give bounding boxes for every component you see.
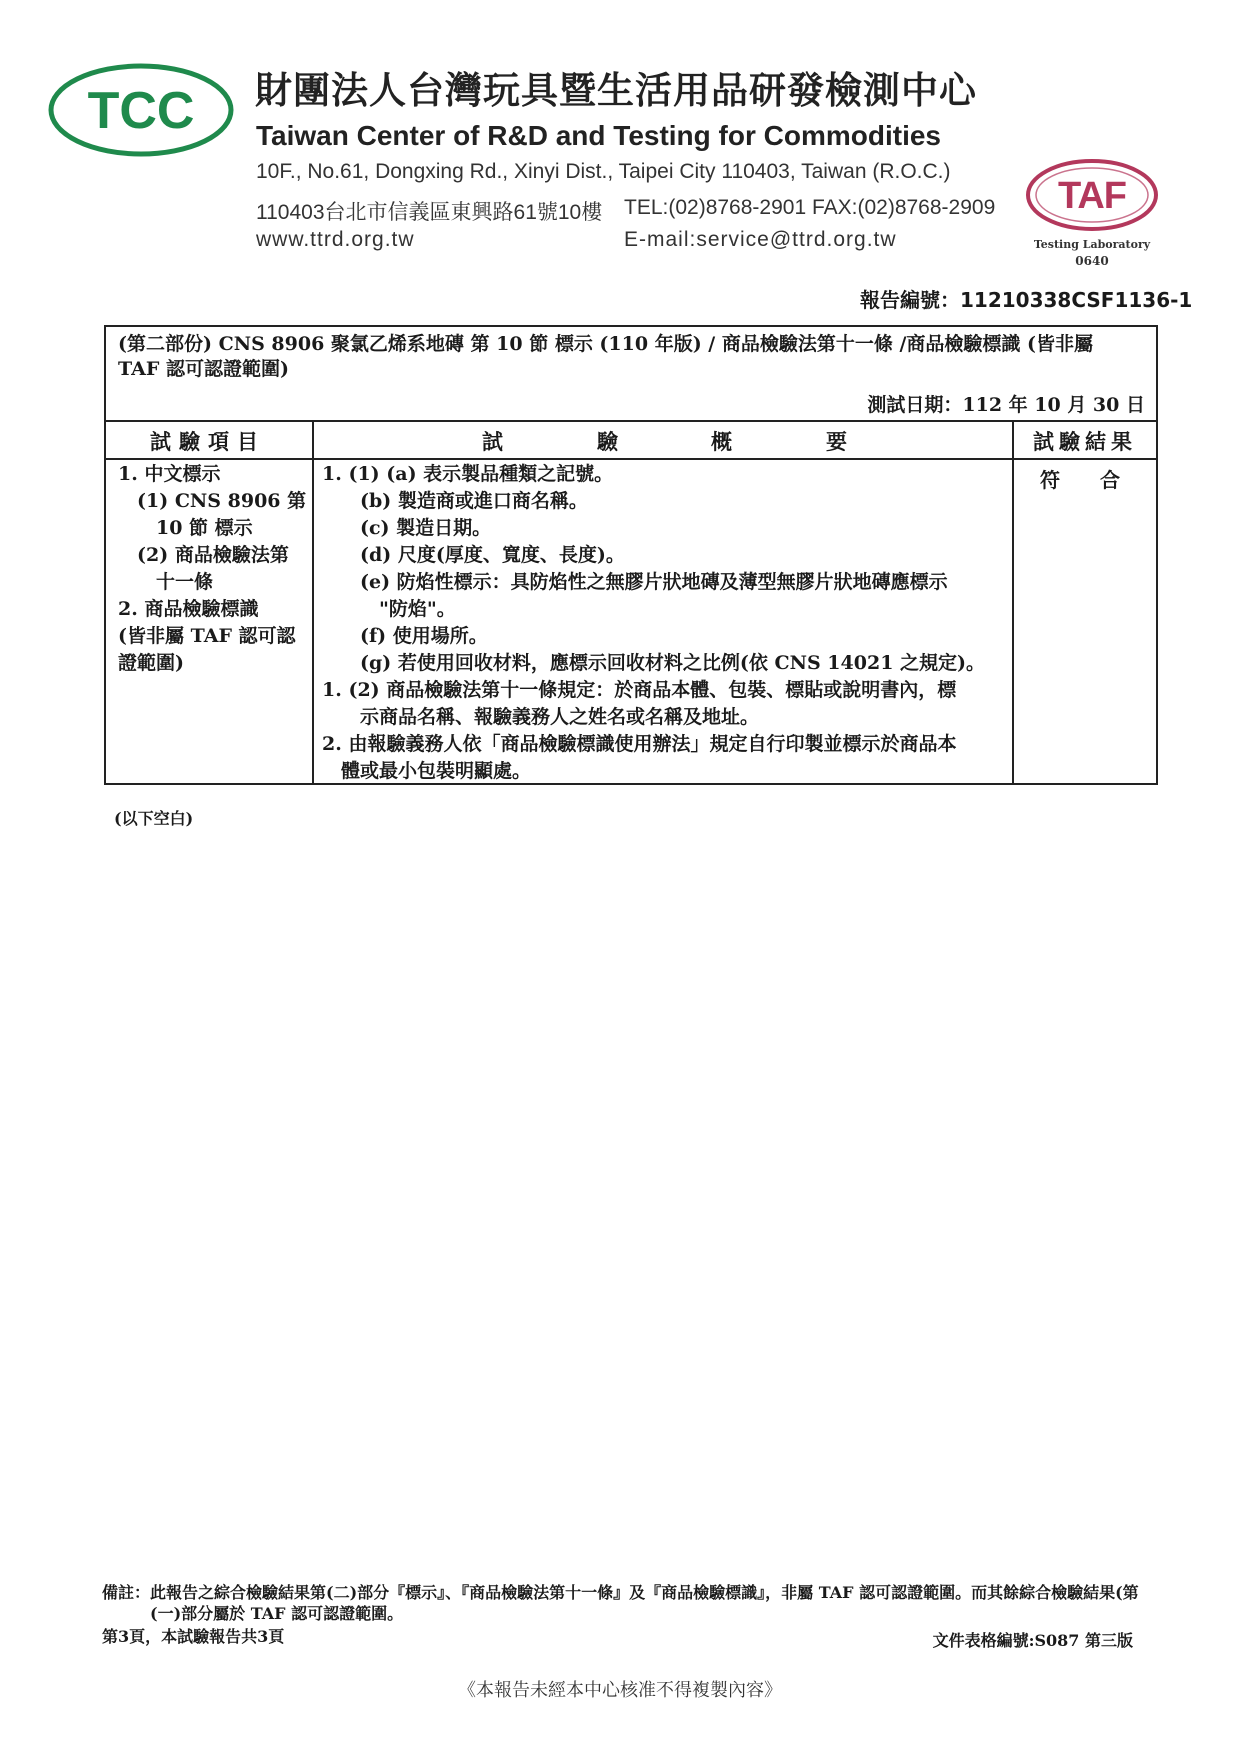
address-zh-line: [256, 196, 996, 226]
test-item-line: (皆非屬 TAF 認可認: [118, 625, 296, 647]
column-header-item: 試驗項目: [150, 429, 266, 454]
address-zh: 110403台北市信義區東興路61號10樓: [256, 201, 603, 224]
test-date: 測試日期：112 年 10 月 30 日: [867, 394, 1145, 416]
contact-line: [256, 228, 897, 252]
summary-line: 1. (1) (a) 表示製品種類之記號。: [322, 463, 614, 485]
blank-below-note: (以下空白): [114, 809, 194, 828]
taf-logo-text: TAF: [1057, 175, 1127, 217]
org-name-zh: 財團法人台灣玩具暨生活用品研發檢測中心: [255, 69, 977, 112]
remark-line2: (一)部分屬於 TAF 認可認證範圍。: [150, 1604, 404, 1623]
address-en: 10F., No.61, Dongxing Rd., Xinyi Dist., Taipei City 110403, Taiwan (R.O.C.): [256, 160, 951, 183]
table-heading: [118, 332, 1128, 382]
summary-line: 2. 由報驗義務人依「商品檢驗標識使用辦法」規定自行印製並標示於商品本: [322, 733, 957, 755]
summary-line: (b) 製造商或進口商名稱。: [322, 490, 588, 512]
summary-line: (e) 防焰性標示：具防焰性之無膠片狀地磚及薄型無膠片狀地磚應標示: [322, 571, 948, 593]
summary-line: (c) 製造日期。: [322, 517, 492, 539]
column-header-result: 試驗結果: [1033, 429, 1137, 454]
tel-fax: TEL:(02)8768-2901 FAX:(02)8768-2909: [624, 196, 996, 219]
test-item-line: (1) CNS 8906 第: [118, 490, 307, 512]
column-header-summary-char: 驗: [597, 429, 618, 454]
summary-line: 示商品名稱、報驗義務人之姓名或名稱及地址。: [322, 706, 760, 728]
summary-line: 1. (2) 商品檢驗法第十一條規定：於商品本體、包裝、標貼或說明書內，標: [322, 679, 957, 701]
test-summary-cell: [322, 461, 1012, 785]
page-info: 第3頁，本試驗報告共3頁: [102, 1627, 285, 1646]
test-result: 符合: [1040, 468, 1160, 492]
test-item-line: 10 節 標示: [118, 517, 253, 539]
website: www.ttrd.org.tw: [256, 228, 415, 251]
table-divider-heading: [106, 420, 1156, 422]
taf-caption: Testing Laboratory: [1033, 238, 1151, 251]
summary-line: 體或最小包裝明顯處。: [322, 760, 532, 782]
test-item-line: 2. 商品檢驗標識: [118, 598, 259, 620]
form-number: 文件表格編號:S087 第三版: [932, 1631, 1133, 1650]
table-divider-columns: [106, 458, 1156, 460]
test-item-line: 證範圍): [118, 652, 184, 674]
test-item-line: (2) 商品檢驗法第: [118, 544, 289, 566]
test-item-line: 1. 中文標示: [118, 463, 221, 485]
taf-number: 0640: [1075, 254, 1109, 268]
org-name-en: Taiwan Center of R&D and Testing for Commodities: [256, 120, 942, 151]
column-header-summary-char: 試: [482, 429, 503, 454]
table-col-divider-2: [1012, 420, 1014, 783]
report-number: 報告編號：11210338CSF1136-1: [860, 288, 1193, 312]
table-col-divider-1: [312, 420, 314, 783]
column-header-summary-char: 概: [711, 429, 732, 454]
summary-line: (f) 使用場所。: [322, 625, 488, 647]
taf-logo: [1018, 150, 1166, 240]
table-heading-line1: (第二部份) CNS 8906 聚氯乙烯系地磚 第 10 節 標示 (110 年版) / 商品檢驗法第十一條 /商品檢驗標識 (皆非屬: [118, 333, 1094, 355]
test-items-cell: [118, 461, 308, 677]
summary-line: (d) 尺度(厚度、寬度、長度)。: [322, 544, 625, 566]
summary-line: (g) 若使用回收材料，應標示回收材料之比例(依 CNS 14021 之規定)。: [322, 652, 986, 674]
remark-line1: 備註：此報告之綜合檢驗結果第(二)部分『標示』、『商品檢驗法第十一條』及『商品檢驗標識』，非屬 TAF 認可認證範圍。而其餘綜合檢驗結果(第: [102, 1583, 1139, 1602]
test-item-line: 十一條: [118, 571, 214, 593]
column-header-summary-char: 要: [826, 429, 847, 454]
table-heading-line2: TAF 認可認證範圍): [118, 358, 289, 380]
email: E-mail:service@ttrd.org.tw: [624, 228, 897, 251]
tcc-logo-text: TCC: [87, 82, 195, 140]
tcc-logo: [48, 62, 234, 158]
summary-line: "防焰"。: [322, 598, 456, 620]
copy-notice: 《本報告未經本中心核准不得複製內容》: [458, 1680, 782, 1701]
